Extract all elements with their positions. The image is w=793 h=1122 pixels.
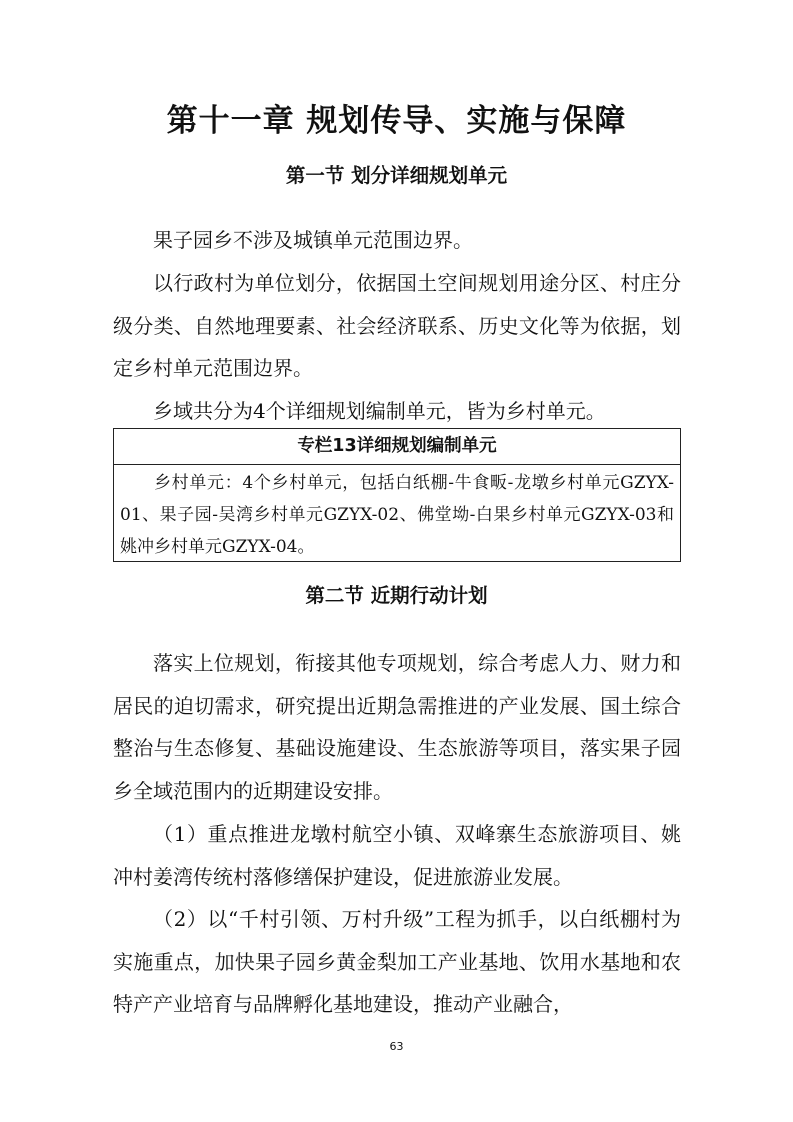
section-2-title: 第二节 近期行动计划 <box>305 584 488 607</box>
section-1-title: 第一节 划分详细规划单元 <box>285 164 508 187</box>
paragraph: 乡域共分为4个详细规划编制单元，皆为乡村单元。 <box>153 399 606 423</box>
info-box-body: 乡村单元：4个乡村单元，包括白纸棚-牛食畈-龙墩乡村单元GZYX-01、果子园-吴湾乡村单元GZYX-02、佛堂坳-白果乡村单元GZYX-03和姚冲乡村单元GZYX-04。 <box>120 473 674 557</box>
paragraph: （2）以“千村引领、万村升级”工程为抓手，以白纸棚村为实施重点，加快果子园乡黄金梨加工产业基地、饮用水基地和农特产产业培育与品牌孵化基地建设，推动产业融合， <box>113 907 681 1017</box>
paragraph: 以行政村为单位划分，依据国土空间规划用途分区、村庄分级分类、自然地理要素、社会经济联系、历史文化等为依据，划定乡村单元范围边界。 <box>113 271 681 381</box>
chapter-title: 第十一章 规划传导、实施与保障 <box>166 103 627 139</box>
page-number: 63 <box>389 1040 404 1053</box>
paragraph: 果子园乡不涉及城镇单元范围边界。 <box>153 228 473 252</box>
info-box <box>113 428 681 562</box>
info-box-title: 专栏13详细规划编制单元 <box>114 429 680 465</box>
paragraph: 落实上位规划，衔接其他专项规划，综合考虑人力、财力和居民的迫切需求，研究提出近期急需推进的产业发展、国土综合整治与生态修复、基础设施建设、生态旅游等项目，落实果子园乡全域范围内的近期建设安排。 <box>113 651 681 804</box>
paragraph: （1）重点推进龙墩村航空小镇、双峰寨生态旅游项目、姚冲村姜湾传统村落修缮保护建设，促进旅游业发展。 <box>113 822 681 889</box>
